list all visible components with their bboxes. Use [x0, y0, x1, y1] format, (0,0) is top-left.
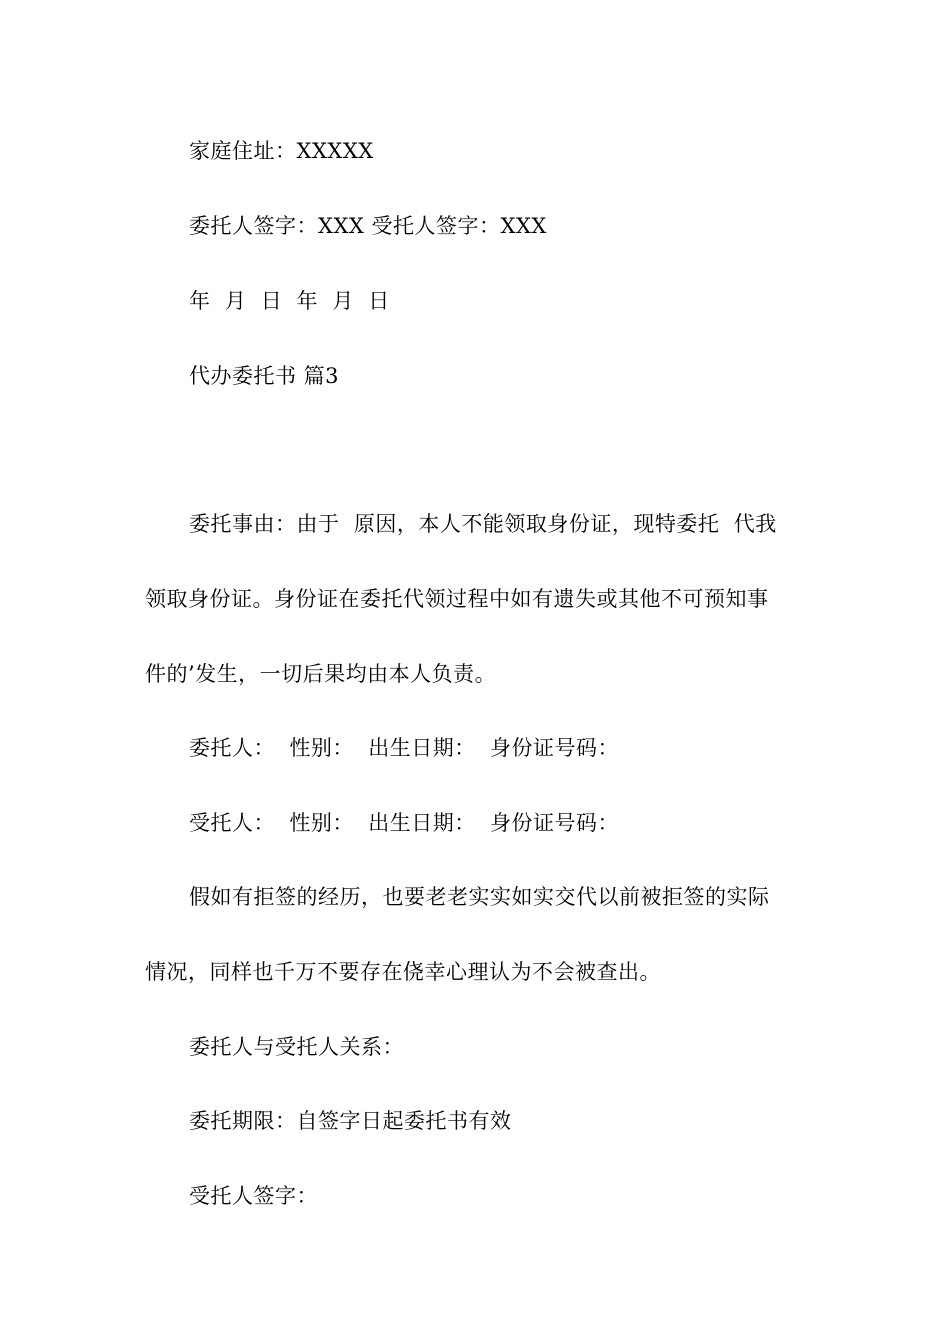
- validity-period-line: 委托期限：自签字日起委托书有效: [189, 1109, 512, 1133]
- relationship-line: 委托人与受托人关系：: [189, 1035, 404, 1059]
- section-title: 代办委托书 篇3: [189, 364, 340, 388]
- paragraph-refusal-line-2: 情况，同样也千万不要存在侥幸心理认为不会被查出。: [145, 960, 661, 984]
- signature-line: 委托人签字：XXX 受托人签字：XXX: [189, 214, 547, 238]
- paragraph-reason-line-2: 领取身份证。身份证在委托代领过程中如有遗失或其他不可预知事: [145, 587, 769, 611]
- paragraph-reason-line-1: 委托事由：由于 原因，本人不能领取身份证，现特委托 代我: [189, 512, 777, 536]
- home-address-line: 家庭住址：XXXXX: [189, 139, 374, 163]
- paragraph-refusal-line-1: 假如有拒签的经历，也要老老实实如实交代以前被拒签的实际: [189, 885, 770, 909]
- agent-info-line: 受托人： 性别： 出生日期： 身份证号码：: [189, 811, 620, 835]
- agent-signature-line: 受托人签字：: [189, 1184, 318, 1208]
- principal-info-line: 委托人： 性别： 出生日期： 身份证号码：: [189, 736, 620, 760]
- date-line: 年 月 日 年 月 日: [189, 289, 390, 313]
- paragraph-reason-line-3: 件的’发生，一切后果均由本人负责。: [145, 662, 497, 686]
